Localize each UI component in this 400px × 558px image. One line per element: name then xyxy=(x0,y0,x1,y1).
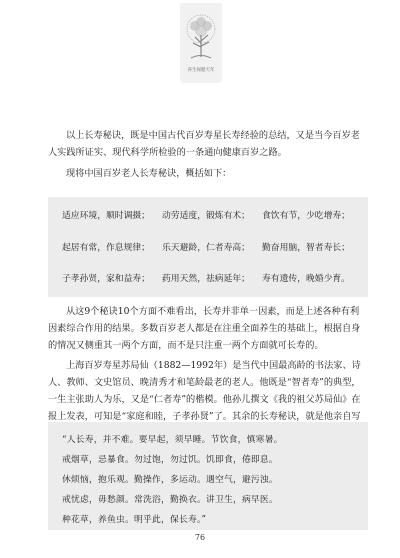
secret-item: 起居有常，作息规律； xyxy=(62,243,150,253)
intro-paragraph: 以上长寿秘诀，既是中国古代百岁寿星长寿经验的总结，又是当今百岁老人实践所证实、现代科学所检验的一条通向健康百岁之路。 xyxy=(48,130,360,158)
analysis-paragraph: 从这9个秘诀10个方面不难看出，长寿并非单一因素，而是上述各种有利因素综合作用的结果。多数百岁老人都是在注重全面养生的基础上，根据自身的情况又侧重其一两个方面，而不是只注重一两个方面就可长寿的。 xyxy=(48,306,361,351)
secrets-box xyxy=(48,197,368,297)
secret-item: 勤奋用脑，智者寿长； xyxy=(262,243,350,253)
summary-lead: 现将中国百岁老人长寿秘诀，概括如下： xyxy=(66,168,232,179)
emblem-caption: 养生保健天年 xyxy=(187,68,215,73)
secret-item: 寿有遗传，晚婚少育。 xyxy=(262,274,350,284)
verse-line: 戒烟草，忌暴食。勿过饱，勿过饥。饥即食，倦即息。 xyxy=(62,455,278,465)
verse-line: 戒忧虑，毋愁颜。常洗浴，勤换衣。讲卫生，病早医。 xyxy=(62,495,278,505)
secret-item: 适应环境，顺时调摄； xyxy=(62,211,150,221)
book-emblem xyxy=(180,3,222,83)
secret-item: 药用天然，祛病延年； xyxy=(162,274,250,284)
page-number: 76 xyxy=(194,533,206,542)
verse-line: 休烦恼，抱乐观。勤操作，多运动。遇空气，避污浊。 xyxy=(62,475,278,485)
secret-item: 乐天避龄，仁者寿高； xyxy=(162,243,250,253)
secret-item: 食饮有节，少吃增寿； xyxy=(262,211,350,221)
verse-line: “人长寿，并不难。要早起，须早睡。节饮食，慎寒暑。 xyxy=(62,435,283,445)
secret-item: 动劳适度，锻炼有术； xyxy=(162,211,250,221)
biography-paragraph: 上海百岁寿星苏局仙（1882—1992年）是当代中国最高龄的书法家、诗人、教师、文史馆员、晚清秀才和笔龄最老的老人。他既是“智者寿”的典型，一生主张助人为乐，又是“仁者寿”的楷模。他孙儿撰文《我的祖父苏局仙》在报上发表，可知是“家庭和睦，子孝孙贤”了。其余的长寿秘诀，就是他亲自写 xyxy=(48,360,361,422)
verse-line: 种花草，养鱼虫。明乎此，保长寿。” xyxy=(62,515,207,525)
verse-box xyxy=(48,422,368,530)
secret-item: 子孝孙贤，家和益寿； xyxy=(62,274,150,284)
tree-icon xyxy=(183,13,219,65)
